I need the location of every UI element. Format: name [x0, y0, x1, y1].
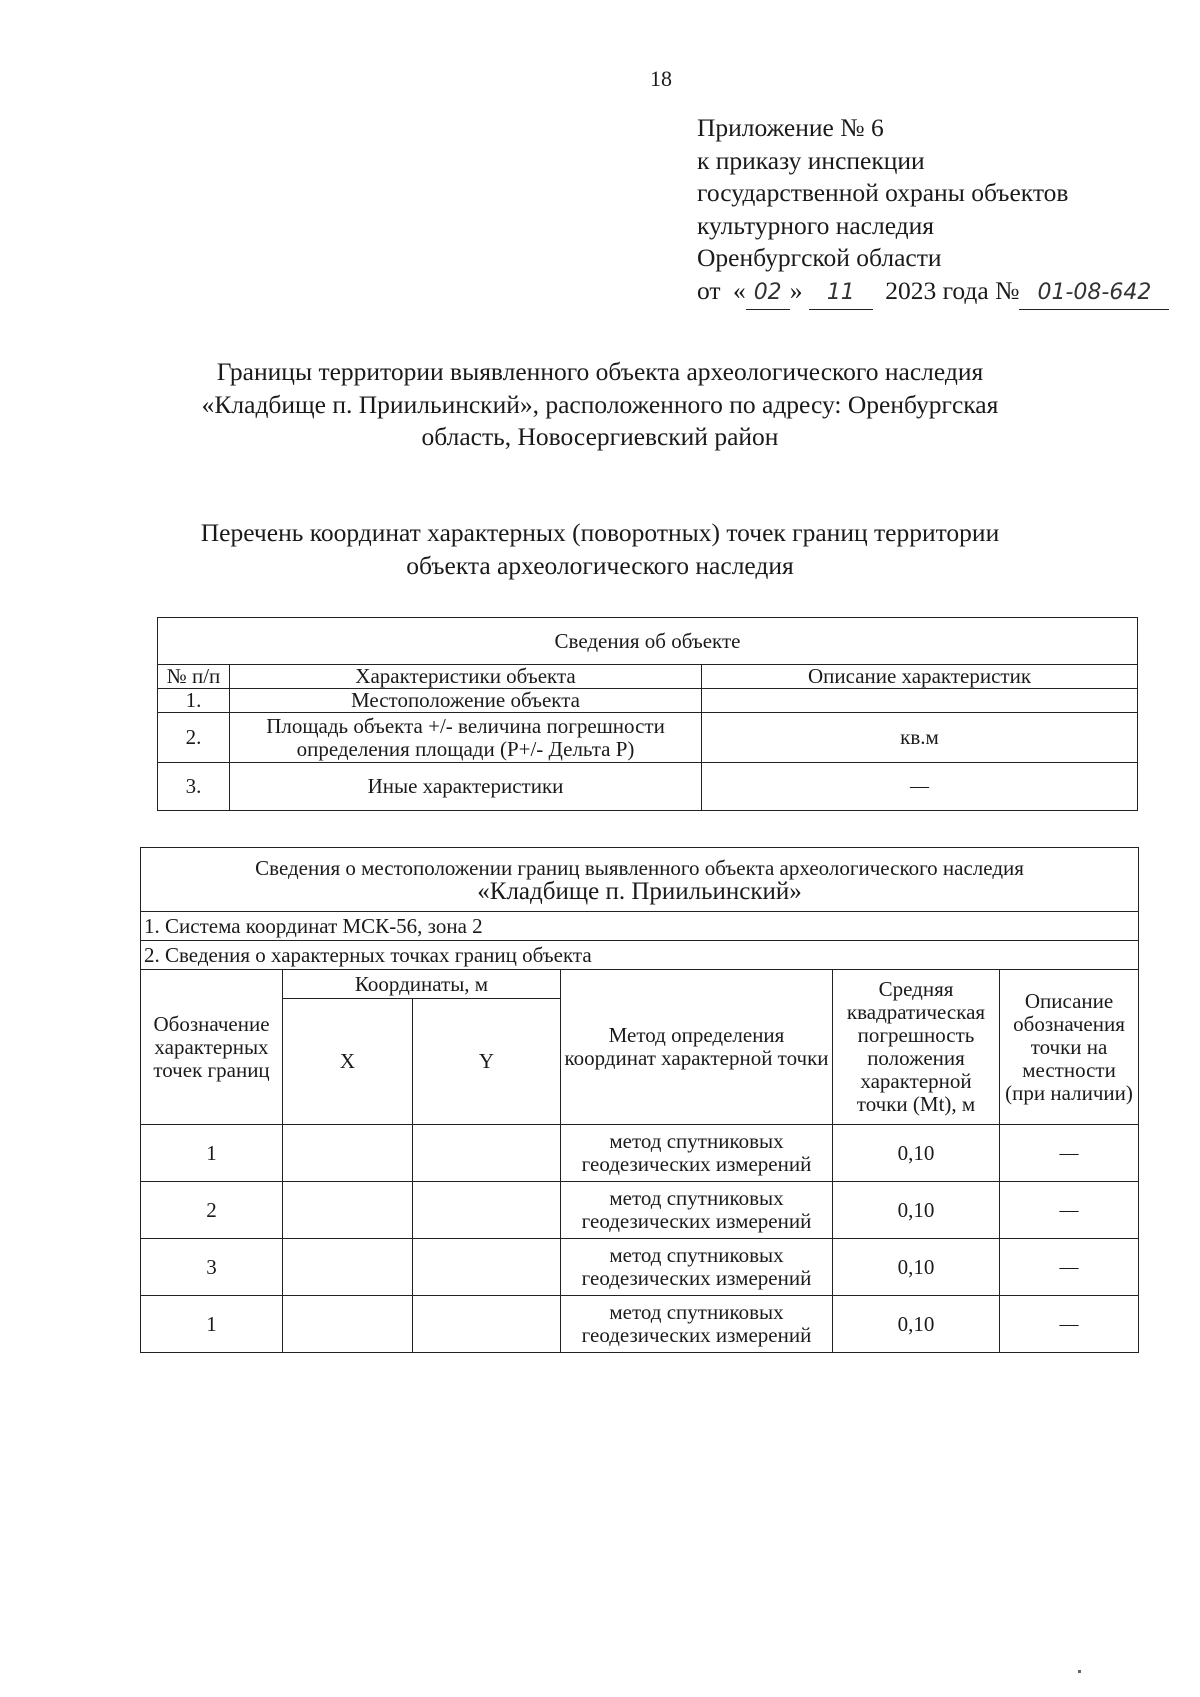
boundary-coordinates-table [140, 847, 1139, 1353]
point-y [413, 1182, 561, 1239]
document-title-line-1: Границы территории выявленного объекта археологического наследия [216, 357, 984, 386]
scan-speck [1078, 1670, 1081, 1673]
document-title-line-2: «Кладбище п. Приильинский», расположенного по адресу: Оренбургская [201, 389, 999, 419]
header-point: Обозначение характерных точек границ [141, 970, 283, 1125]
boundary-table-caption [141, 848, 1139, 912]
point-x [283, 1239, 413, 1296]
table-row [158, 689, 1138, 713]
row-value: кв.м [702, 713, 1138, 763]
point-method: метод спутниковых геодезических измерений [561, 1125, 833, 1182]
point-x [283, 1296, 413, 1353]
point-description: — [1000, 1296, 1139, 1353]
point-error: 0,10 [833, 1239, 1000, 1296]
coordinate-system: 1. Система координат МСК-56, зона 2 [141, 912, 1139, 941]
header-characteristics: Характеристики объекта [230, 665, 702, 689]
page-number: 18 [650, 66, 672, 91]
list-title-line-1: Перечень координат характерных (поворотных) точек границ территории [200, 518, 1000, 547]
table-row [141, 1239, 1139, 1296]
caption-line-1: Сведения о местоположении границ выявленного объекта археологического наследия [255, 855, 1024, 880]
handwritten-order-number: 01-08-642 [1019, 277, 1169, 311]
appendix-line-5: Оренбургской области [697, 243, 942, 272]
point-method: метод спутниковых геодезических измерений [561, 1182, 833, 1239]
header-description: Описание характеристик [702, 665, 1138, 689]
handwritten-day: 02 [746, 277, 790, 311]
document-title [100, 356, 1100, 454]
header-x: X [283, 999, 413, 1125]
header-method: Метод определения координат характерной точки [561, 970, 833, 1125]
appendix-line-1: Приложение № 6 [697, 113, 884, 142]
row-value: — [702, 763, 1138, 811]
coordinates-list-title [100, 517, 1100, 582]
row-characteristic: Местоположение объекта [230, 689, 702, 713]
point-x [283, 1182, 413, 1239]
handwritten-month: 11 [809, 277, 873, 311]
day-open-quote: « [732, 275, 746, 305]
table-row [141, 1182, 1139, 1239]
point-y [413, 1125, 561, 1182]
row-value [702, 689, 1138, 713]
row-number: 3. [158, 763, 230, 811]
points-caption: 2. Сведения о характерных точках границ объекта [141, 941, 1139, 970]
table-row [158, 763, 1138, 811]
point-method: метод спутниковых геодезических измерений [561, 1296, 833, 1353]
table-row [158, 713, 1138, 763]
list-title-line-2: объекта археологического наследия [406, 550, 794, 580]
appendix-block [697, 112, 1169, 310]
appendix-line-4: культурного наследия [697, 210, 935, 240]
object-table-caption: Сведения об объекте [158, 618, 1138, 665]
day-close-quote: » [789, 275, 803, 305]
object-info-table [157, 617, 1138, 811]
appendix-date-line [697, 275, 1169, 311]
header-coordinates: Координаты, м [283, 970, 561, 999]
table-row [141, 1125, 1139, 1182]
row-characteristic: Площадь объекта +/- величина погрешности определения площади (Р+/- Дельта Р) [230, 713, 702, 763]
point-method: метод спутниковых геодезических измерений [561, 1239, 833, 1296]
row-number: 2. [158, 713, 230, 763]
appendix-line-3: государственной охраны объектов [697, 178, 1069, 207]
point-x [283, 1125, 413, 1182]
document-title-line-3: область, Новосергиевский район [421, 422, 779, 451]
row-number: 1. [158, 689, 230, 713]
point-id: 1 [141, 1125, 283, 1182]
point-id: 1 [141, 1296, 283, 1353]
header-error: Средняя квадратическая погрешность положения характерной точки (Mt), м [833, 970, 1000, 1125]
caption-line-2: «Кладбище п. Приильинский» [477, 877, 802, 905]
point-id: 3 [141, 1239, 283, 1296]
header-number: № п/п [158, 665, 230, 689]
point-description: — [1000, 1182, 1139, 1239]
row-characteristic: Иные характеристики [230, 763, 702, 811]
date-prefix: от [697, 275, 721, 305]
appendix-line-2: к приказу инспекции [697, 145, 925, 175]
year-text: 2023 года № [885, 275, 1020, 305]
point-id: 2 [141, 1182, 283, 1239]
point-description: — [1000, 1239, 1139, 1296]
point-y [413, 1239, 561, 1296]
point-error: 0,10 [833, 1182, 1000, 1239]
table-row [141, 1296, 1139, 1353]
header-point-description: Описание обозначения точки на местности (при наличии) [1000, 970, 1139, 1125]
point-y [413, 1296, 561, 1353]
point-error: 0,10 [833, 1296, 1000, 1353]
header-y: Y [413, 999, 561, 1125]
point-error: 0,10 [833, 1125, 1000, 1182]
point-description: — [1000, 1125, 1139, 1182]
